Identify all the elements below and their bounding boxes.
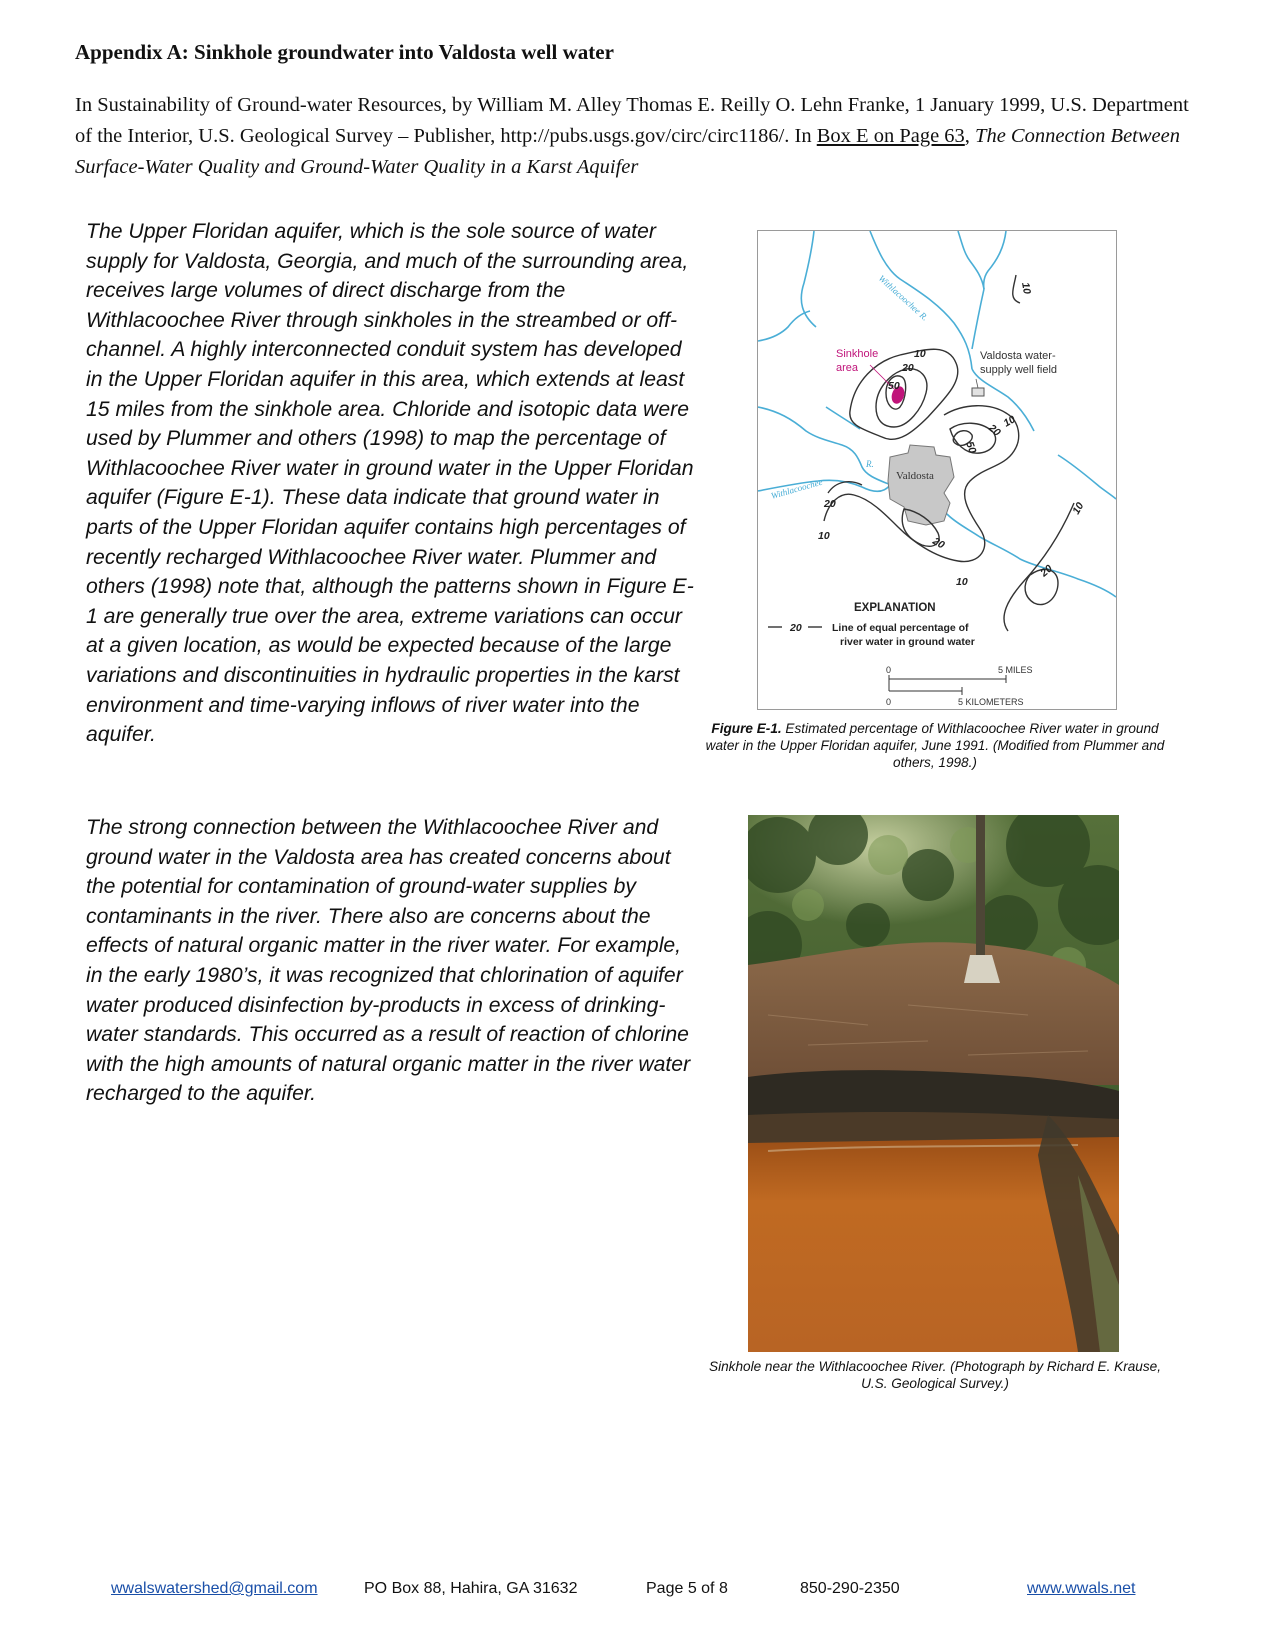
contour-20-west	[828, 482, 862, 493]
footer-email-link[interactable]: wwalswatershed@gmail.com	[111, 1580, 318, 1597]
river-label-top: Withlacoochee R.	[876, 273, 931, 323]
creek-sw	[826, 407, 860, 429]
citation	[75, 90, 1195, 183]
citation-separator: ,	[964, 125, 976, 147]
creek-n1	[958, 231, 984, 289]
footer-phone: 850-290-2350	[800, 1580, 900, 1597]
footer-website-link[interactable]: www.wwals.net	[1027, 1580, 1136, 1597]
figure-caption-text: Estimated percentage of Withlacoochee River water in ground water in the Upper Floridan aquifer, June 1991. (Modified from Plummer and others, 1998.)	[705, 721, 1165, 770]
footer-address: PO Box 88, Hahira, GA 31632	[364, 1580, 578, 1597]
wellfield-label-line1: Valdosta water-	[980, 350, 1056, 362]
scale-bar	[886, 665, 1033, 707]
body-paragraph-1: The Upper Floridan aquifer, which is the sole source of water supply for Valdosta, Georgia, and much of the surrounding area, receives large volumes of direct discharge from the Withlacoochee River through sinkholes in the streambed or off-channel. A highly interconnected conduit system has developed in the Upper Floridan aquifer in this area, which extends at least 15 miles from the sinkhole area. Chloride and isotopic data were used by Plummer and others (1998) to map the percentage of Withlacoochee River water in ground water in the Upper Floridan aquifer (Figure E-1). These data indicate that ground water in parts of the Upper Floridan aquifer contains high percentages of recently recharged Withlacoochee River water. Plummer and others (1998) note that, although the patterns shown in Figure E-1 are generally true over the area, extreme variations can occur at a given location, as would be expected because of the large variations and discontinuities in hydraulic properties in the karst environment and time-varying inflows of river water into the aquifer.	[86, 220, 694, 747]
scale-miles-label: 5 MILES	[998, 665, 1033, 675]
footer-page-number: Page 5 of 8	[646, 1580, 728, 1597]
contour-label: 50	[963, 439, 979, 456]
page-title: Appendix A: Sinkhole groundwater into Valdosta well water	[75, 40, 614, 64]
explanation-title: EXPLANATION	[854, 602, 936, 614]
legend-text-line2: river water in ground water	[840, 636, 975, 648]
well-field-leader	[976, 379, 978, 388]
contour-label: 50	[888, 380, 900, 392]
scale-zero-miles: 0	[886, 665, 892, 675]
contour-label: 20	[986, 422, 1003, 439]
valdosta-city-area	[888, 445, 954, 525]
contour-label: 10	[956, 576, 968, 588]
river-label-left-r: R.	[866, 459, 874, 469]
sinkhole-label-line2: area	[836, 362, 859, 374]
river-label-left: Withlacoochee	[769, 476, 824, 501]
contour-label: 10	[1019, 281, 1033, 296]
figure-e1-map	[757, 230, 1117, 710]
city-label: Valdosta	[896, 470, 934, 482]
figure-e1-caption	[705, 720, 1165, 771]
sinkhole-photo	[748, 815, 1119, 1352]
contour-label: 20	[1038, 562, 1055, 580]
scale-zero-km: 0	[886, 697, 892, 707]
contour-10-ne	[1013, 275, 1020, 303]
creek-w	[758, 311, 810, 341]
contour-label: 10	[1070, 500, 1087, 517]
photo-caption: Sinkhole near the Withlacoochee River. (Photograph by Richard E. Krause, U.S. Geological Survey.)	[709, 1359, 1161, 1391]
page-footer	[0, 1580, 1275, 1604]
wellfield-label-line2: supply well field	[980, 364, 1058, 376]
citation-italic-title: The Connection Between Surface-Water Quality and Ground-Water Quality in a Karst Aquifer	[75, 125, 1180, 178]
contour-label: 20	[902, 362, 914, 374]
contour-lines	[824, 275, 1074, 631]
contour-label: 20	[824, 498, 836, 510]
contour-label: 10	[914, 348, 926, 360]
figure-caption-label: Figure E-1.	[711, 721, 782, 736]
box-e-link[interactable]: Box E on Page 63	[816, 125, 965, 147]
citation-text: In Sustainability of Ground-water Resources, by William M. Alley Thomas E. Reilly O. Lehn Franke, 1 January 1999, U.S. Department of the Interior, U.S. Geological Survey – Publisher, http://pubs.usgs.gov/circ/circ1186/. In	[75, 94, 1189, 147]
legend-value: 20	[790, 622, 802, 634]
sinkhole-label-line1: Sinkhole	[836, 348, 879, 360]
well-field-marker	[972, 388, 984, 396]
creek-join	[972, 289, 984, 349]
scale-km-label: 5 KILOMETERS	[958, 697, 1024, 707]
creek-e	[1058, 455, 1116, 499]
creek-n2	[984, 231, 1006, 289]
contour-label: 20	[930, 535, 947, 552]
contour-label: 10	[818, 530, 830, 542]
contour-label: 10	[1001, 413, 1018, 430]
legend-text-line1: Line of equal percentage of	[832, 622, 969, 634]
body-paragraph-2: The strong connection between the Withlacoochee River and ground water in the Valdosta area has created concerns about the potential for contamination of ground-water supplies by contaminants in the river. There also are concerns about the effects of natural organic matter in the river water. For example, in the early 1980’s, it was recognized that chlorination of aquifer water produced disinfection by-products in excess of drinking-water standards. This occurred as a result of reaction of chlorine with the high amounts of natural organic matter in the river water recharged to the aquifer.	[86, 816, 691, 1106]
